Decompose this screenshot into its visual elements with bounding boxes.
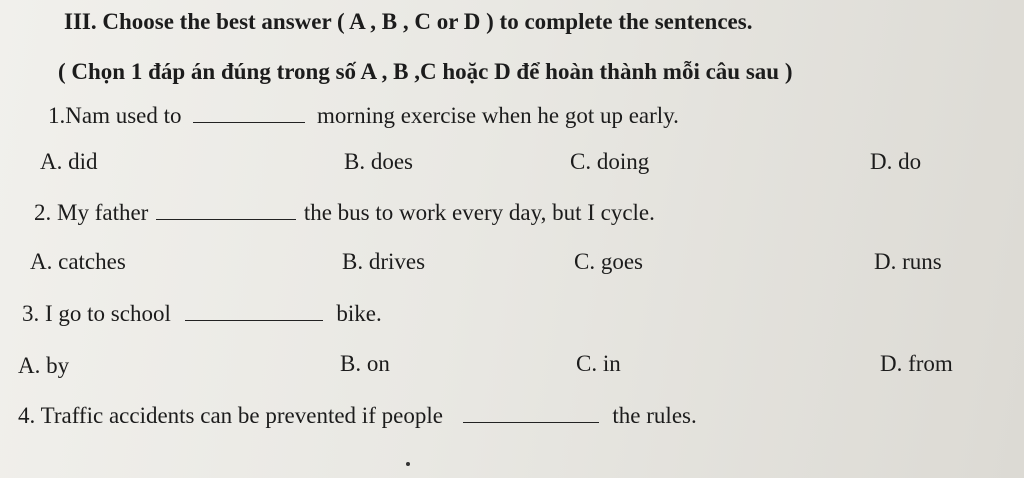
question-1-option-b: B. does xyxy=(344,149,413,174)
question-1-option-a: A. did xyxy=(40,149,98,174)
question-1 xyxy=(48,102,679,130)
question-2-option-a: A. catches xyxy=(30,249,126,274)
question-3-suffix: bike. xyxy=(336,301,382,326)
question-1-prefix: 1.Nam used to xyxy=(48,103,182,128)
question-4-blank xyxy=(463,404,599,423)
question-2-suffix: the bus to work every day, but I cycle. xyxy=(303,200,655,225)
section-heading: III. Choose the best answer ( A , B , C or D ) to complete the sentences. xyxy=(64,9,753,34)
question-3 xyxy=(22,300,382,328)
question-2-option-c: C. goes xyxy=(574,249,643,274)
question-3-option-a: A. by xyxy=(18,353,70,378)
question-4-suffix: the rules. xyxy=(612,403,697,428)
question-1-option-c: C. doing xyxy=(570,149,650,174)
question-4 xyxy=(18,402,697,430)
question-1-suffix: morning exercise when he got up early. xyxy=(317,103,679,128)
question-3-option-b: B. on xyxy=(340,351,390,376)
question-1-blank xyxy=(193,104,305,123)
question-1-option-d: D. do xyxy=(870,149,922,174)
question-2-option-d: D. runs xyxy=(874,249,942,274)
question-2-option-b: B. drives xyxy=(342,249,426,274)
question-2 xyxy=(34,199,655,227)
question-3-option-c: C. in xyxy=(576,351,621,376)
question-2-blank xyxy=(156,201,296,220)
question-3-prefix: 3. I go to school xyxy=(22,301,171,326)
question-3-option-d: D. from xyxy=(880,351,953,376)
pencil-mark xyxy=(406,462,410,466)
question-4-prefix: 4. Traffic accidents can be prevented if people xyxy=(18,403,443,428)
section-subheading: ( Chọn 1 đáp án đúng trong số A , B ,C hoặc D để hoàn thành mỗi câu sau ) xyxy=(58,59,793,84)
question-2-prefix: 2. My father xyxy=(34,200,149,225)
question-3-blank xyxy=(185,302,323,321)
